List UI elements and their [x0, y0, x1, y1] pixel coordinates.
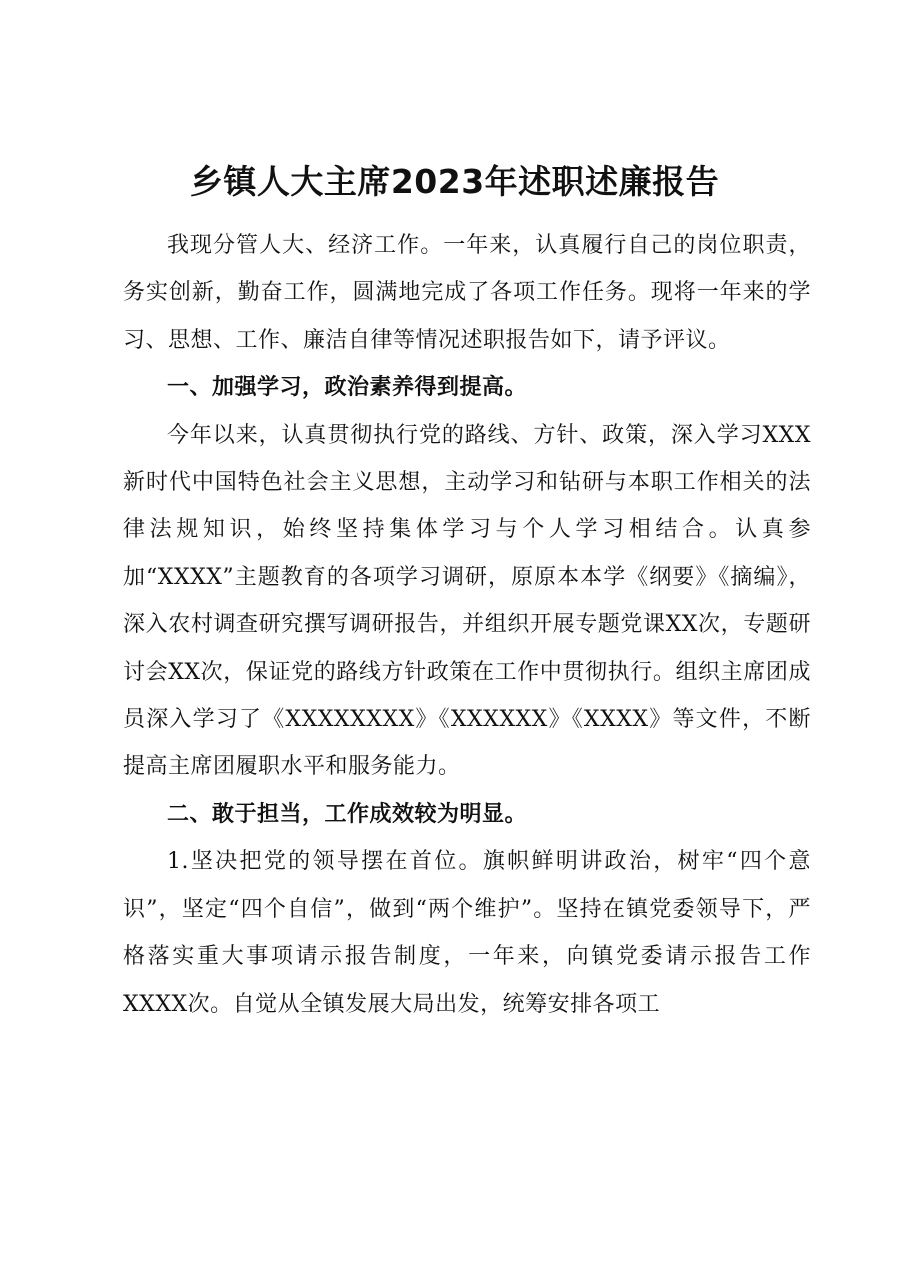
intro-paragraph: 我现分管人大、经济工作。一年来，认真履行自己的岗位职责，务实创新，勤奋工作，圆满地完成了各项工作任务。现将一年来的学习、思想、工作、廉洁自律等情况述职报告如下，请予评议。: [123, 233, 811, 353]
section-1-paragraph: 今年以来，认真贯彻执行党的路线、方针、政策，深入学习XXX新时代中国特色社会主义思想，主动学习和钻研与本职工作相关的法律法规知识，始终坚持集体学习与个人学习相结合。认真参加“XXXX”主题教育的各项学习调研，原原本本学《纲要》《摘编》，深入农村调查研究撰写调研报告，并组织开展专题党课XX次，专题研讨会XX次，保证党的路线方针政策在工作中贯彻执行。组织主席团成员深入学习了《XXXXXXXX》《XXXXXX》《XXXX》等文件，不断提高主席团履职水平和服务能力。: [123, 422, 811, 780]
section-heading-2: 二、敢于担当，工作成效较为明显。: [167, 801, 528, 827]
document-title: 乡镇人大主席2023年述职述廉报告: [189, 162, 720, 201]
section-2-paragraph: 1.坚决把党的领导摆在首位。旗帜鲜明讲政治，树牢“四个意识”，坚定“四个自信”，做到“两个维护”。坚持在镇党委领导下，严格落实重大事项请示报告制度，一年来，向镇党委请示报告工作XXXX次。自觉从全镇发展大局出发，统筹安排各项工: [123, 849, 811, 1017]
document-body: [123, 222, 811, 1028]
section-heading-1: 一、加强学习，政治素养得到提高。: [167, 375, 528, 401]
